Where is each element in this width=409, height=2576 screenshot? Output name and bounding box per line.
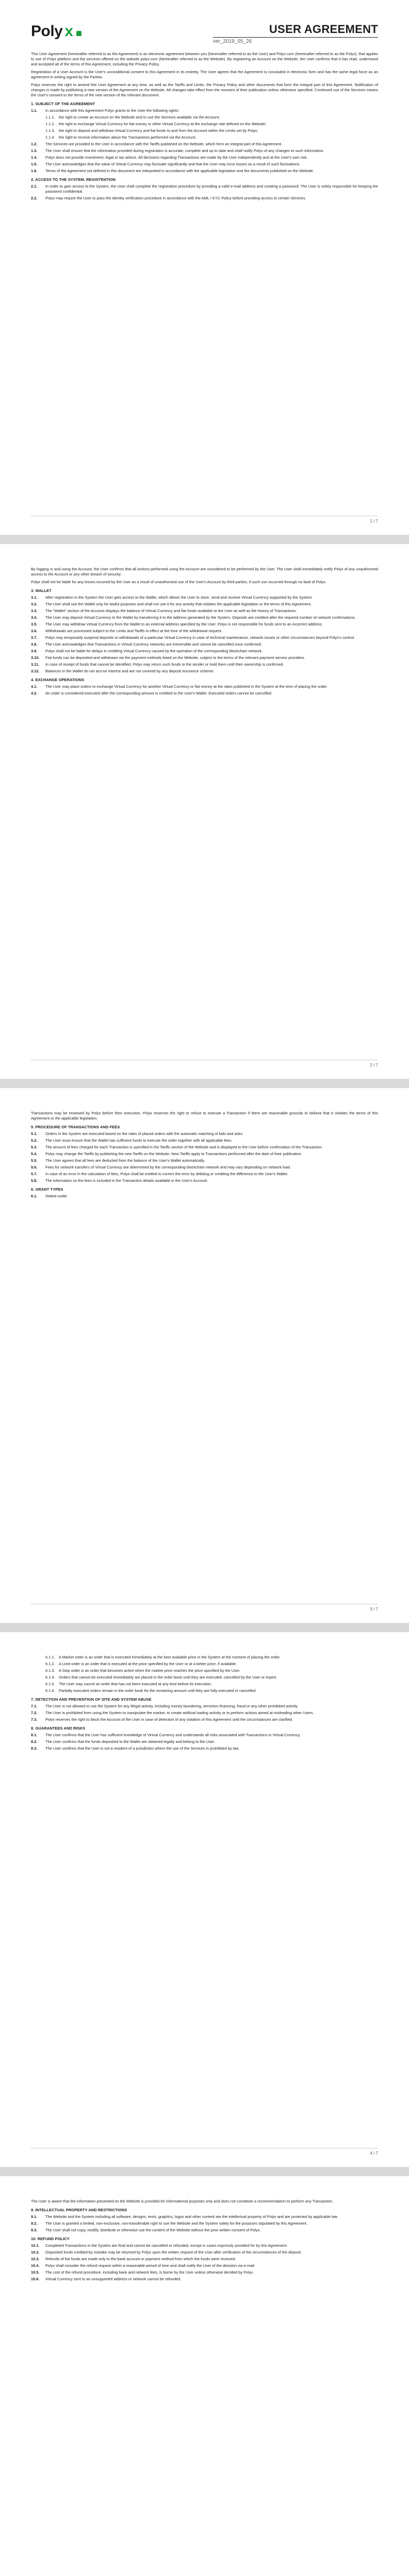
clause-number: 3.4. (31, 615, 38, 620)
clause-number: 7.1. (31, 1704, 38, 1708)
clause-text: Polyx shall not be liable for delays in crediting Virtual Currency caused by the operation of the corresponding blockchain network. (45, 649, 263, 653)
clause (45, 115, 378, 120)
clause-text: the right to deposit and withdraw Virtual Currency and fiat funds to and from the Account within the Limits set by Polyx; (59, 128, 258, 133)
clause (31, 142, 378, 147)
clause-number: 8.2. (31, 1739, 38, 1744)
clause-number: 3.2. (31, 602, 38, 606)
clause (45, 128, 378, 133)
clause-number: 3.11. (31, 662, 40, 667)
clause (45, 135, 378, 140)
section-heading: 2. ACCESS TO THE SYSTEM. REGISTRATION (31, 177, 116, 182)
clause (45, 1662, 378, 1667)
clause-text: The User must ensure that the Wallet has sufficient funds to execute the order together with all applicable fees. (45, 1138, 233, 1143)
clause-number: 1.1.2. (45, 122, 55, 126)
section-heading: 8. GUARANTEES AND RISKS (31, 1726, 86, 1731)
clause-number: 6.1.4. (45, 1675, 55, 1680)
clause-text: Polyx reserves the right to block the Account of the User in case of detection of any violation of this Agreement until the circumstances are clarified. (45, 1717, 293, 1722)
clause-text: Withdrawals are processed subject to the Limits and Tariffs in effect at the time of the withdrawal request. (45, 629, 223, 633)
clause-number: 1.4. (31, 155, 38, 160)
clause-text: The User confirms that the User is not a resident of a jurisdiction where the use of the Services is prohibited by law. (45, 1746, 240, 1751)
clause-text: The amount of fees charged for each Transaction is specified in the Tariffs section of the Website and is displayed to the User before confirmation of the Transaction. (45, 1145, 323, 1149)
clause-text: Completed Transactions in the System are final and cannot be cancelled or refunded, except in cases expressly provided for by this Agreement. (45, 2243, 288, 2248)
clause (31, 615, 378, 620)
paragraph: Polyx shall not be liable for any losses incurred by the User as a result of unauthorized use of the User's Account by third parties, if such use occurred through no fault of Polyx. (31, 580, 326, 584)
clause (31, 2257, 378, 2262)
clause-text: Orders that cannot be executed immediately are placed in the order book until they are executed, cancelled by the User or expire. (59, 1675, 277, 1680)
section-heading: 3. WALLET (31, 588, 52, 593)
clause-number: 5.2. (31, 1138, 38, 1143)
clause-text: The cost of the refund procedure, including bank and network fees, is borne by the User unless otherwise decided by Polyx. (45, 2270, 254, 2275)
clause-text: Polyx may temporarily suspend deposits or withdrawals of a particular Virtual Currency in case of technical maintenance, network issues or other circumstances beyond Polyx's control. (45, 635, 355, 640)
clause-number: 6.1.1. (45, 1655, 55, 1659)
clause-number: 9.3. (31, 2228, 38, 2232)
clause-number: 1.1.1. (45, 115, 55, 120)
clause-text: Deposited funds credited by mistake may be returned by Polyx upon the written request of the User after verification of the circumstances of the deposit. (45, 2250, 302, 2255)
clause-text: Terms of the Agreement not defined in this document are interpreted in accordance with the applicable legislation and the documents published on the Website. (45, 168, 314, 173)
clause-text: the right to create an Account on the Website and to use the Services available via the Account; (59, 115, 220, 120)
section-heading: 1. SUBJECT OF THE AGREEMENT (31, 101, 95, 106)
clause (31, 1733, 378, 1738)
paragraph: Registration of a User Account is the User's unconditional consent to this Agreement in its entirety. The User agrees that the Agreement is concluded in electronic form and has the same legal force as an agreement in writing signed by the Parties. (31, 70, 378, 79)
clause (31, 635, 378, 640)
clause-text: The Website and the System including all software, designs, texts, graphics, logos and other content are the intellectual property of Polyx and are protected by applicable law. (45, 2214, 338, 2219)
paragraph: Transactions may be reviewed by Polyx before their execution. Polyx reserves the right to refuse to execute a Transaction if there are reasonable grounds to believe that it violates the terms of this Agreement or the applicable legislation. (31, 1111, 378, 1121)
clause-text: The User is granted a limited, non-exclusive, non-transferable right to use the Website and the System solely for the purposes stipulated by this Agreement. (45, 2221, 308, 2226)
brand-logo (31, 23, 81, 40)
clause-text: In case of an error in the calculation of fees, Polyx shall be entitled to correct the error by debiting or crediting the difference to the User's Wallet. (45, 1172, 288, 1176)
clause-text: The information on the fees is included in the Transaction details available in the User's Account. (45, 1178, 208, 1183)
clause-text: The User confirms that the funds deposited to the Wallet are obtained legally and belong to the User. (45, 1739, 215, 1744)
clause-text: Partially executed orders remain in the order book for the remaining amount until they are fully executed or cancelled. (59, 1688, 257, 1693)
clause-number: 3.1. (31, 595, 38, 600)
clause-number: 3.6. (31, 629, 38, 633)
clause-text: Orders in the System are executed based on the rates of placed orders with the automatic matching of bids and asks. (45, 1131, 243, 1136)
clause-number: 1.1. (31, 108, 38, 113)
clause-text: the right to exchange Virtual Currency for fiat money or other Virtual Currency at the exchange rate defined on the Website; (59, 122, 267, 126)
clause-number: 1.2. (31, 142, 38, 146)
clause-text: A Limit order is an order that is executed at the price specified by the User or at a better price, if available. (59, 1662, 237, 1666)
clause-text: In order to gain access to the System, the User shall complete the registration procedure by providing a valid e-mail address and creating a password. The User is solely responsible for keeping the password confidential. (45, 184, 378, 194)
clause-number: 2.1. (31, 184, 38, 189)
clause-number: 10.6. (31, 2277, 40, 2281)
clause-text: Polyx does not provide investment, legal or tax advice. All decisions regarding Transactions are made by the User independently and at the User's own risk. (45, 155, 308, 160)
clause (31, 1710, 378, 1716)
section-heading: 5. PROCEDURE OF TRANSACTIONS AND FEES (31, 1125, 120, 1129)
clause-text: Polyx may require the User to pass the identity verification procedure in accordance with the AML / KYC Policy before providing access to certain Services. (45, 196, 306, 200)
clause (31, 2263, 378, 2268)
clause (31, 669, 378, 674)
page-content (31, 1111, 378, 1200)
clause (31, 2221, 378, 2226)
page-content (31, 567, 378, 698)
clause (31, 2250, 378, 2255)
clause-text: The User shall not copy, modify, distribute or otherwise use the content of the Website without the prior written consent of Polyx. (45, 2228, 261, 2232)
clause-text: An order is considered executed after the corresponding amount is credited to the User's Wallet. Executed orders cannot be cancelled. (45, 691, 272, 696)
page (0, 1088, 409, 1623)
clause-text: The "Wallet" section of the Account displays the balance of Virtual Currency and fiat funds available to the User as well as the history of Transactions. (45, 608, 297, 613)
clause (31, 168, 378, 174)
clause (31, 1194, 378, 1199)
clause (31, 684, 378, 689)
clause-number: 3.3. (31, 608, 38, 613)
section-heading: 9. INTELLECTUAL PROPERTY AND RESTRICTIONS (31, 2208, 127, 2212)
clause-text: The User confirms that the User has sufficient knowledge of Virtual Currency and understands all risks associated with Transactions in Virtual Currency. (45, 1733, 301, 1737)
clause (31, 662, 378, 667)
clause (31, 1145, 378, 1150)
clause (31, 1717, 378, 1722)
clause (31, 1131, 378, 1137)
clause (31, 2214, 378, 2219)
page (0, 2176, 409, 2576)
page-number: 4 / 7 (370, 2151, 378, 2156)
clause-text: Polyx may change the Tariffs by publishing the new Tariffs on the Website. New Tariffs apply to Transactions performed after the date of their publication. (45, 1151, 302, 1156)
brand-logo-accent: x (64, 23, 73, 40)
clause (31, 649, 378, 654)
clause (31, 108, 378, 113)
clause-number: 1.1.4. (45, 135, 55, 140)
clause-text: The User acknowledges that Transactions in Virtual Currency networks are irreversible and cannot be cancelled once confirmed. (45, 642, 262, 647)
clause-text: Stated under (45, 1194, 68, 1198)
clause-number: 6.1. (31, 1194, 38, 1198)
clause-number: 5.1. (31, 1131, 38, 1136)
clause-text: In accordance with this Agreement Polyx grants to the User the following rights: (45, 108, 179, 113)
clause-text: Fees for network transfers of Virtual Currency are determined by the corresponding blockchain network and may vary depending on network load. (45, 1165, 291, 1170)
clause-text: The User may place orders to exchange Virtual Currency for another Virtual Currency or fiat money at the rates published in the System at the time of placing the order. (45, 684, 328, 689)
brand-logo-mark (76, 31, 81, 36)
clause-number: 3.12. (31, 669, 40, 673)
clause-number: 9.1. (31, 2214, 38, 2219)
clause (31, 691, 378, 696)
clause-text: the right to receive information about the Transactions performed via the Account; (59, 135, 197, 140)
clause-number: 5.8. (31, 1178, 38, 1183)
page (0, 0, 409, 535)
clause-text: After registration in the System the User gets access to the Wallet, which allows the User to store, send and receive Virtual Currency supported by the System. (45, 595, 313, 600)
clause (31, 2270, 378, 2275)
clause-text: In case of receipt of funds that cannot be identified, Polyx may return such funds to the sender or hold them until their ownership is confirmed. (45, 662, 284, 667)
page-content (31, 2199, 378, 2283)
clause-text: Balances in the Wallet do not accrue interest and are not covered by any deposit insurance scheme. (45, 669, 215, 673)
clause-text: Fiat funds can be deposited and withdrawn via the payment methods listed on the Website, subject to the terms of the relevant payment service providers. (45, 655, 305, 660)
clause (31, 629, 378, 634)
clause (45, 1688, 378, 1693)
clause (31, 155, 378, 160)
clause-text: The User shall ensure that the information provided during registration is accurate, complete and up to date and shall notify Polyx of any changes to such information. (45, 148, 324, 153)
clause (31, 1138, 378, 1143)
clause-number: 10.2. (31, 2250, 40, 2255)
clause-number: 3.10. (31, 655, 40, 660)
document-header (31, 23, 378, 44)
clause (31, 655, 378, 660)
clause-number: 3.9. (31, 649, 38, 653)
clause-text: Virtual Currency sent to an unsupported address or network cannot be refunded. (45, 2277, 182, 2281)
page (0, 544, 409, 1079)
page-number: 3 / 7 (370, 1607, 378, 1612)
paragraph: By logging in and using the Account, the User confirms that all actions performed using the Account are considered to be performed by the User. The User shall immediately notify Polyx of any unauthorized access to the Account or any other breach of security. (31, 567, 378, 577)
clause (45, 1655, 378, 1660)
clause (45, 122, 378, 127)
clause-number: 4.1. (31, 684, 38, 689)
clause (31, 608, 378, 614)
clause-number: 5.4. (31, 1151, 38, 1156)
clause-number: 1.1.3. (45, 128, 55, 133)
title-block (213, 23, 378, 44)
page-content (31, 1655, 378, 1753)
clause-text: Refunds of fiat funds are made only to the bank account or payment method from which the funds were received. (45, 2257, 236, 2261)
clause-number: 1.6. (31, 168, 38, 173)
document-title: USER AGREEMENT (213, 23, 378, 38)
clause (31, 2277, 378, 2282)
clause (31, 1158, 378, 1163)
clause-number: 1.3. (31, 148, 38, 153)
clause-text: The User is prohibited from using the System to manipulate the market, to create artificial trading activity or to perform actions aimed at misleading other Users. (45, 1710, 314, 1715)
clause (31, 1165, 378, 1170)
clause-number: 1.5. (31, 162, 38, 166)
clause (31, 1746, 378, 1751)
paragraph: Polyx reserves the right to amend this User Agreement at any time, as well as the Tariffs and Limits, the Privacy Policy and other documents that form the integral part of this Agreement. Notification of changes is made by publishing a new version of the Agreement on the Website. All changes take effect from the moment of their publication unless otherwise specified. Continued use of the Services means the User's consent to the terms of the new version of the relevant document. (31, 82, 378, 97)
clause-number: 3.7. (31, 635, 38, 640)
section-heading: 6. GRANT TYPES (31, 1187, 63, 1192)
clause (31, 1739, 378, 1744)
clause-number: 5.5. (31, 1158, 38, 1163)
clause-text: The User may withdraw Virtual Currency from the Wallet to an external address specified by the User. Polyx is not responsible for funds sent to an incorrect address. (45, 622, 323, 626)
clause-number: 7.2. (31, 1710, 38, 1715)
clause (31, 148, 378, 154)
section-heading: 10. REFUND POLICY (31, 2236, 70, 2241)
clause-number: 6.1.6. (45, 1688, 55, 1693)
clause (31, 1704, 378, 1709)
clause (31, 1178, 378, 1183)
clause (31, 595, 378, 600)
clause (31, 1172, 378, 1177)
clause (45, 1675, 378, 1680)
clause-number: 10.4. (31, 2263, 40, 2268)
clause-text: The User agrees that all fees are deducted from the balance of the User's Wallet automatically. (45, 1158, 205, 1163)
page-number: 1 / 7 (370, 519, 378, 523)
clause (31, 602, 378, 607)
clause (31, 1151, 378, 1157)
clause-number: 6.1.5. (45, 1682, 55, 1686)
paragraph: This User Agreement (hereinafter referred to as the Agreement) is an electronic agreement between you (hereinafter referred to as the User) and Polyx.com (hereinafter referred to as the Polyx), that applies to use of Polyx platform and the services offered on the website polyx.com (hereinafter referred to as the Website). By registering an Account on the Website, the User confirms that it has read, understood and accepted all of the terms of this Agreement, including the Privacy Policy. (31, 52, 378, 66)
clause-number: 9.2. (31, 2221, 38, 2226)
clause (31, 2228, 378, 2233)
clause-text: The User may deposit Virtual Currency to the Wallet by transferring it to the address generated by the System. Deposits are credited after the required number of network confirmations. (45, 615, 356, 620)
clause-number: 6.1.3. (45, 1668, 55, 1673)
paragraph: The User is aware that the information presented on the Website is provided for informational purposes only and does not constitute a recommendation to perform any Transaction. (31, 2199, 334, 2204)
clause-number: 5.3. (31, 1145, 38, 1149)
brand-logo-text: Poly (31, 23, 63, 40)
clause-number: 10.3. (31, 2257, 40, 2261)
page-content (31, 23, 378, 202)
clause (31, 196, 378, 201)
clause-number: 4.2. (31, 691, 38, 696)
section-heading: 4. EXCHANGE OPERATIONS (31, 677, 85, 682)
clause-number: 8.1. (31, 1733, 38, 1737)
clause (45, 1682, 378, 1687)
clause-number: 5.7. (31, 1172, 38, 1176)
clause (45, 1668, 378, 1673)
clause-text: The Services are provided to the User in accordance with the Tariffs published on the Website, which form an integral part of this Agreement. (45, 142, 283, 146)
clause-text: A Stop order is an order that becomes active when the market price reaches the price specified by the User. (59, 1668, 241, 1673)
clause-text: The User acknowledges that the value of Virtual Currency may fluctuate significantly and that the User may incur losses as a result of such fluctuations. (45, 162, 301, 166)
clause-number: 10.1. (31, 2243, 40, 2248)
page (0, 1632, 409, 2167)
clause-text: The User may cancel an order that has not been executed at any time before its execution. (59, 1682, 212, 1686)
clause-number: 3.8. (31, 642, 38, 647)
clause-number: 3.5. (31, 622, 38, 626)
clause-number: 8.3. (31, 1746, 38, 1751)
clause-text: The User shall use the Wallet only for lawful purposes and shall not use it for any activity that violates the applicable legislation or the terms of this Agreement. (45, 602, 312, 606)
clause-number: 7.3. (31, 1717, 38, 1722)
clause (31, 622, 378, 627)
clause-number: 10.5. (31, 2270, 40, 2275)
clause (31, 162, 378, 167)
document-version: ver_2019_05_26 (213, 39, 252, 44)
clause (31, 642, 378, 647)
clause-text: A Market order is an order that is executed immediately at the best available price in the System at the moment of placing the order. (59, 1655, 281, 1659)
clause (31, 2243, 378, 2248)
page-number: 2 / 7 (370, 1063, 378, 1067)
clause-text: The User is not allowed to use the System for any illegal activity, including money laundering, terrorism financing, fraud or any other prohibited activity. (45, 1704, 299, 1708)
clause-number: 6.1.2. (45, 1662, 55, 1666)
clause (31, 184, 378, 194)
clause-number: 5.6. (31, 1165, 38, 1170)
clause-text: Polyx shall consider the refund request within a reasonable period of time and shall notify the User of the decision via e-mail. (45, 2263, 255, 2268)
clause-number: 2.2. (31, 196, 38, 200)
section-heading: 7. DETECTION AND PREVENTION OF SITE AND SYSTEM ABUSE (31, 1697, 152, 1702)
